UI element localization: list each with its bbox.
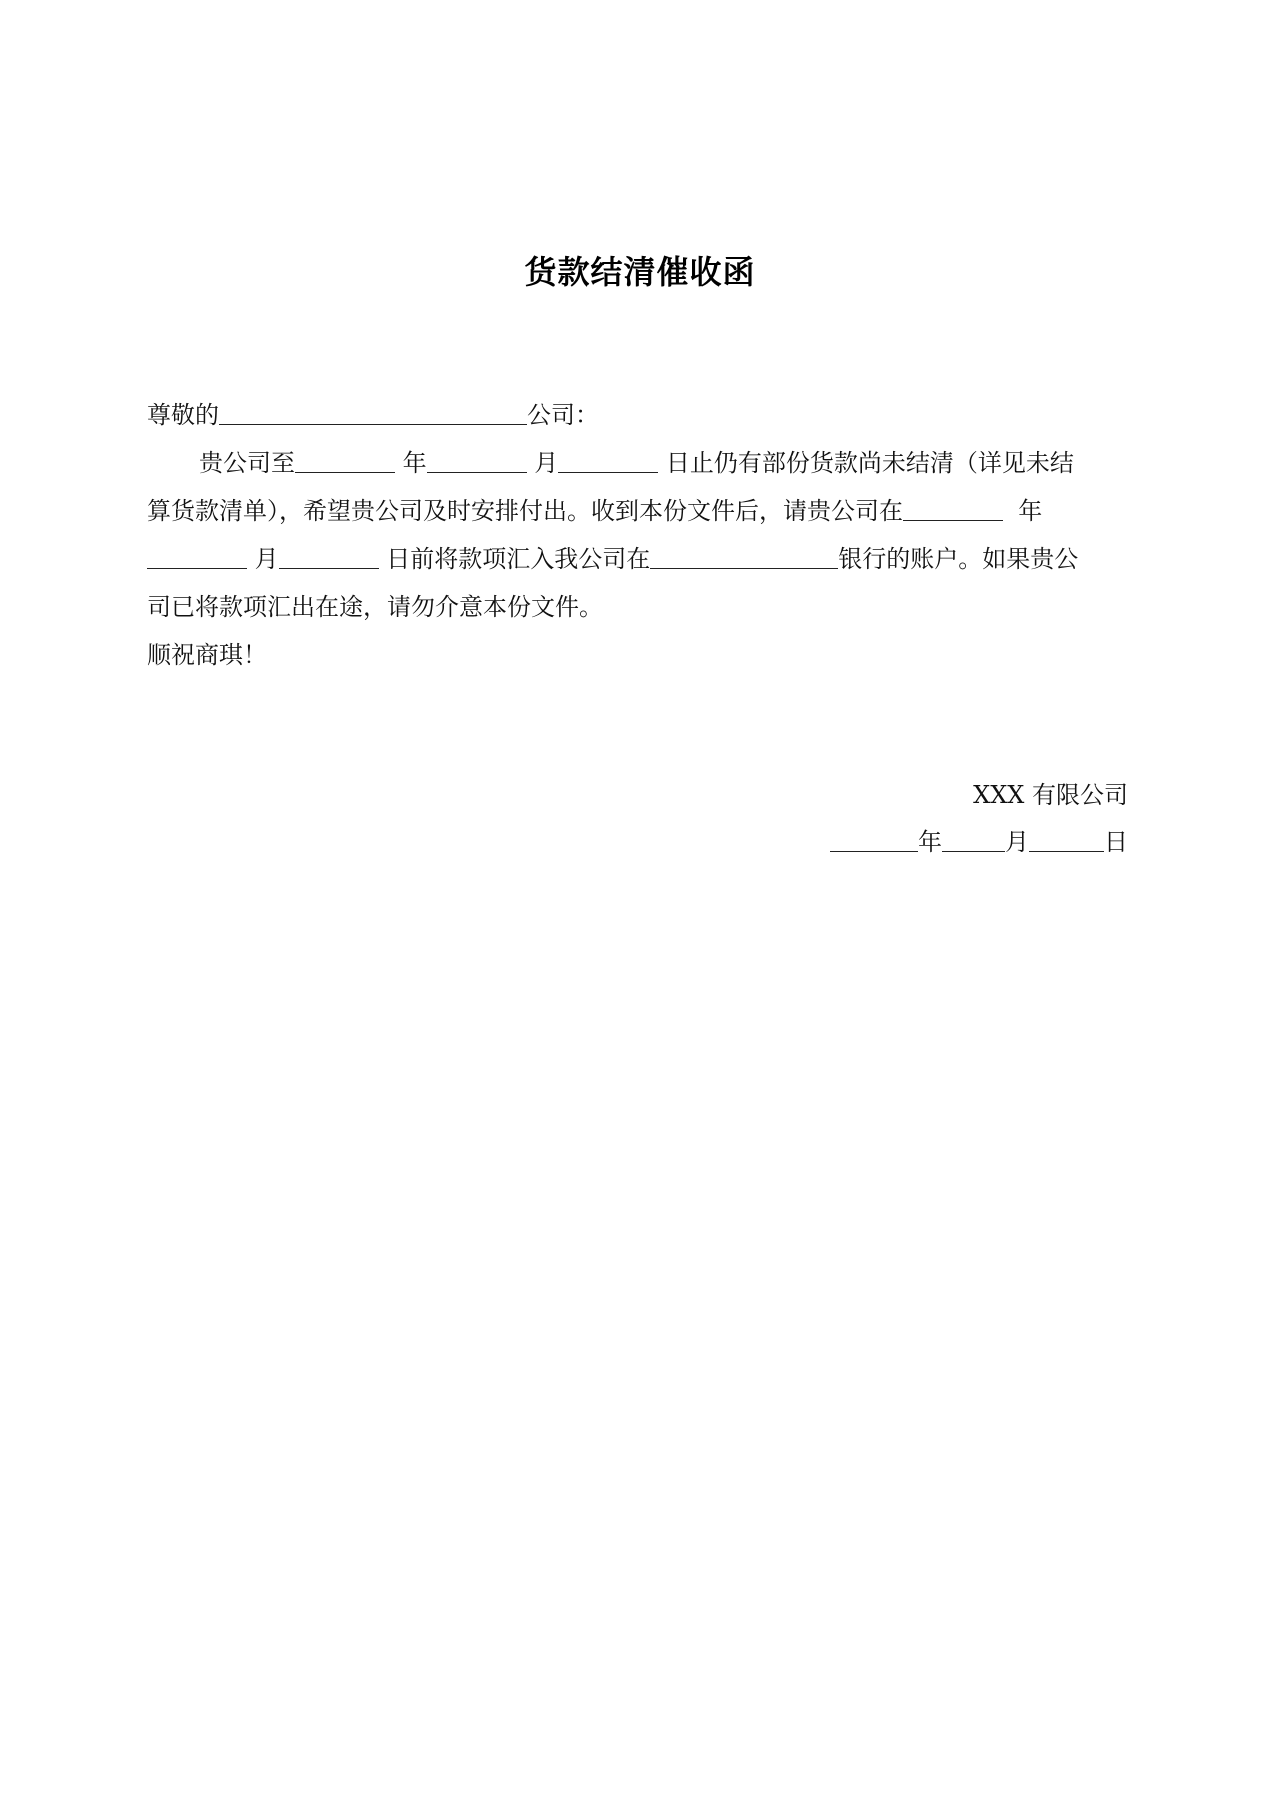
deadline-month-blank[interactable] — [147, 546, 247, 569]
sign-month-label: 月 — [1005, 828, 1029, 856]
body-text: 月 — [254, 545, 279, 573]
bank-name-blank[interactable] — [650, 546, 838, 569]
closing-line: 顺祝商琪！ — [147, 641, 267, 669]
salutation-prefix: 尊敬的 — [147, 401, 219, 429]
body-text: 算货款清单），希望贵公司及时安排付出。收到本份文件后，请贵公司在 — [147, 497, 903, 525]
salutation-line — [147, 400, 1133, 430]
body-line-4 — [147, 592, 1133, 622]
body-line-2 — [147, 496, 1133, 526]
sign-month-blank[interactable] — [942, 829, 1005, 852]
deadline-year-blank[interactable] — [903, 498, 1003, 521]
signature-company: XXX 有限公司 — [973, 781, 1128, 809]
body-text: 日前将款项汇入我公司在 — [386, 545, 651, 573]
sign-day-blank[interactable] — [1029, 829, 1104, 852]
body-text: 银行的账户。如果贵公 — [838, 545, 1079, 573]
salutation-suffix: 公司： — [527, 401, 599, 429]
body-text: 月 — [534, 449, 559, 477]
body-text: 贵公司至 — [199, 449, 295, 477]
sign-day-label: 日 — [1104, 828, 1128, 856]
body-line-3 — [147, 544, 1133, 574]
body-text: 日止仍有部份货款尚未结清（详见未结 — [665, 449, 1074, 477]
document-title: 货款结清催收函 — [524, 253, 756, 291]
body-text: 司已将款项汇出在途，请勿介意本份文件。 — [147, 593, 603, 621]
body-text: 年 — [402, 449, 427, 477]
body-text: 年 — [1018, 497, 1043, 525]
deadline-day-blank[interactable] — [279, 546, 379, 569]
body-line-1 — [147, 448, 1133, 478]
since-day-blank[interactable] — [558, 450, 658, 473]
since-year-blank[interactable] — [295, 450, 395, 473]
since-month-blank[interactable] — [427, 450, 527, 473]
company-name-blank[interactable] — [219, 402, 527, 425]
sign-year-blank[interactable] — [830, 829, 918, 852]
sign-year-label: 年 — [918, 828, 942, 856]
signature-date-line — [830, 827, 1128, 857]
